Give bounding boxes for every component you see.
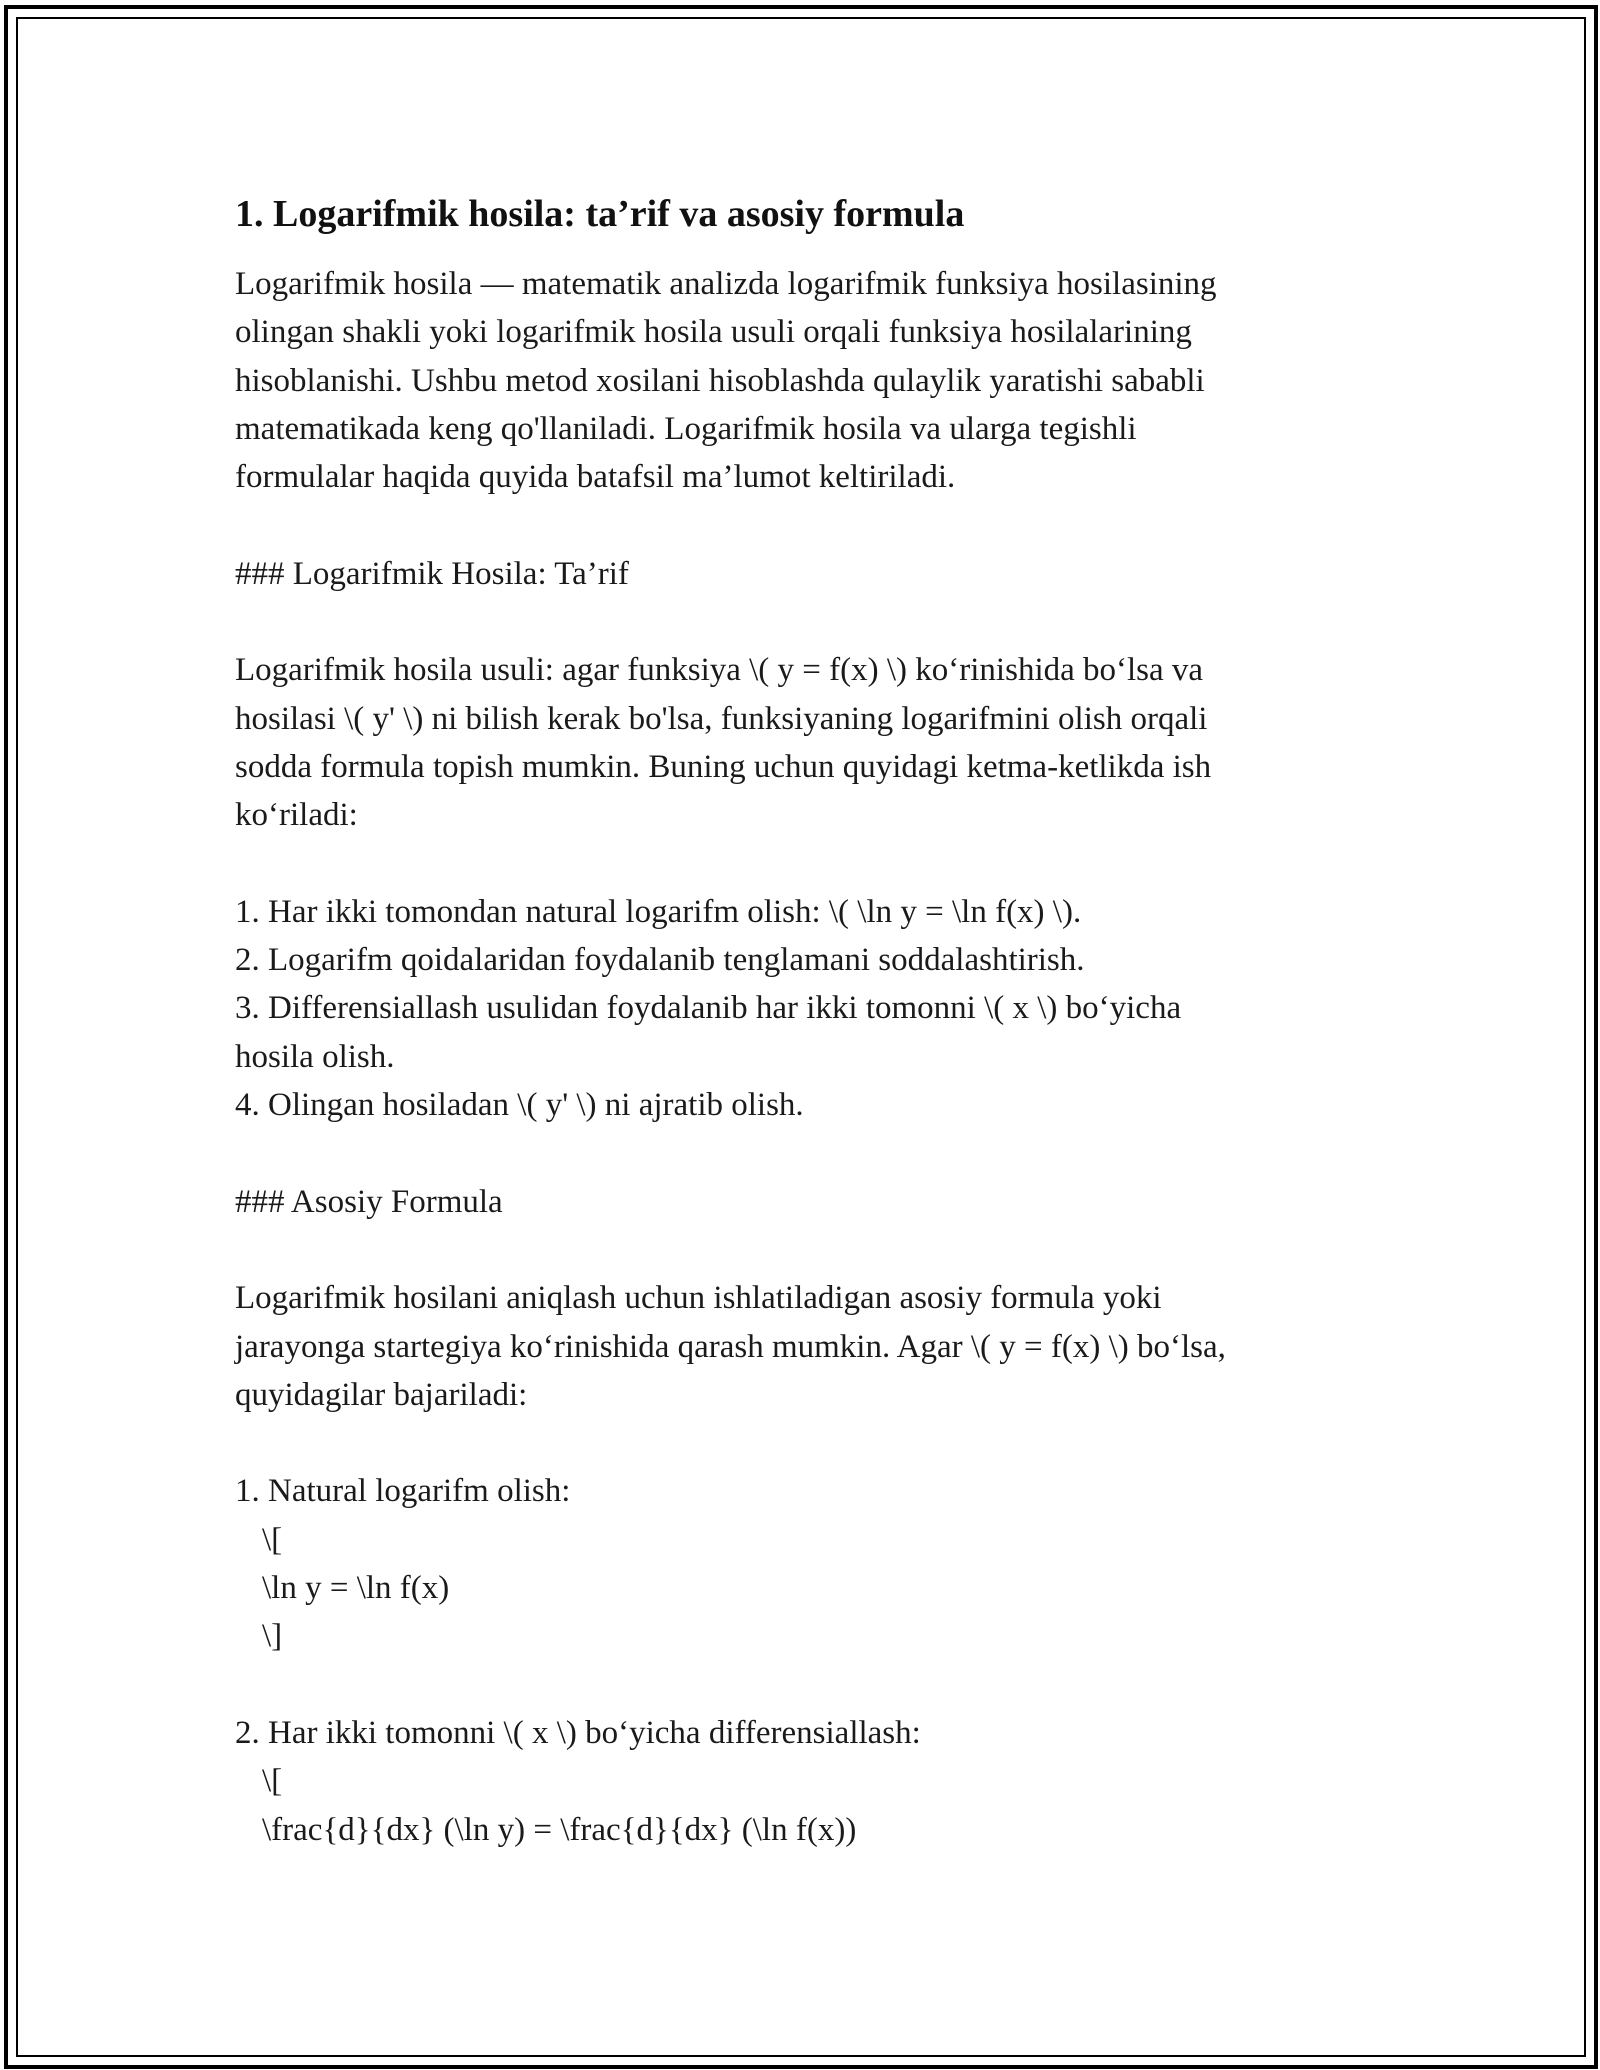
formula-paragraph [235,1274,1375,1419]
spacer [235,501,1375,549]
intro-paragraph [235,260,1375,501]
spacer [235,598,1375,646]
text-line: jarayonga startegiya ko‘rinishida qarash mumkin. Agar \( y = f(x) \) bo‘lsa, [235,1328,1226,1365]
formula-line: \[ [262,1521,283,1558]
section-title-formula: ### Asosiy Formula [235,1183,503,1220]
text-line: Logarifmik hosila — matematik analizda logarifmik funksiya hosilasining [235,266,1217,302]
list-item: 2. Logarifm qoidalaridan foydalanib tenglamani soddalashtirish. [235,942,1085,979]
list-item: 4. Olingan hosiladan \( y' \) ni ajratib olish. [235,1087,804,1124]
list-item: 3. Differensiallash usulidan foydalanib har ikki tomonni \( x \) bo‘yicha [235,990,1182,1027]
definition-paragraph [235,646,1375,839]
spacer [235,1226,1375,1274]
text-line: formulalar haqida quyida batafsil ma’lumot keltiriladi. [235,459,956,496]
formula-step-1 [235,1467,1375,1660]
spacer [235,840,1375,888]
spacer [235,1419,1375,1467]
text-line: matematikada keng qo'llaniladi. Logarifmik hosila va ularga tegishli [235,410,1137,447]
text-line: hosilasi \( y' \) ni bilish kerak bo'lsa, funksiyaning logarifmini olish orqali [235,700,1208,737]
formula-label: 2. Har ikki tomonni \( x \) bo‘yicha differensiallash: [235,1714,921,1751]
section-title-definition: ### Logarifmik Hosila: Ta’rif [235,555,629,592]
formula-line: \[ [262,1763,283,1800]
text-line: olingan shakli yoki logarifmik hosila usuli orqali funksiya hosilalarining [235,314,1192,351]
text-line: Logarifmik hosilani aniqlash uchun ishlatiladigan asosiy formula yoki [235,1280,1162,1317]
formula-line: \frac{d}{dx} (\ln y) = \frac{d}{dx} (\ln f(x)) [262,1811,857,1848]
formula-label: 1. Natural logarifm olish: [235,1473,571,1510]
list-item: hosila olish. [235,1038,395,1075]
text-line: quyidagilar bajariladi: [235,1376,528,1413]
formula-step-2 [235,1709,1375,1854]
formula-line: \] [262,1618,283,1655]
text-line: sodda formula topish mumkin. Buning uchun quyidagi ketma-ketlikda ish [235,748,1212,785]
document-body [235,190,1375,1854]
formula-line: \ln y = \ln f(x) [262,1570,450,1607]
text-line: hisoblanishi. Ushbu metod xosilani hisoblashda qulaylik yaratishi sababli [235,362,1205,399]
spacer [235,1661,1375,1709]
steps-list [235,888,1375,1129]
list-item: 1. Har ikki tomondan natural logarifm olish: \( \ln y = \ln f(x) \). [235,893,1082,930]
page-title: 1. Logarifmik hosila: ta’rif va asosiy formula [235,193,965,235]
spacer [235,1129,1375,1177]
text-line: Logarifmik hosila usuli: agar funksiya \( y = f(x) \) ko‘rinishida bo‘lsa va [235,652,1204,689]
text-line: ko‘riladi: [235,797,358,834]
